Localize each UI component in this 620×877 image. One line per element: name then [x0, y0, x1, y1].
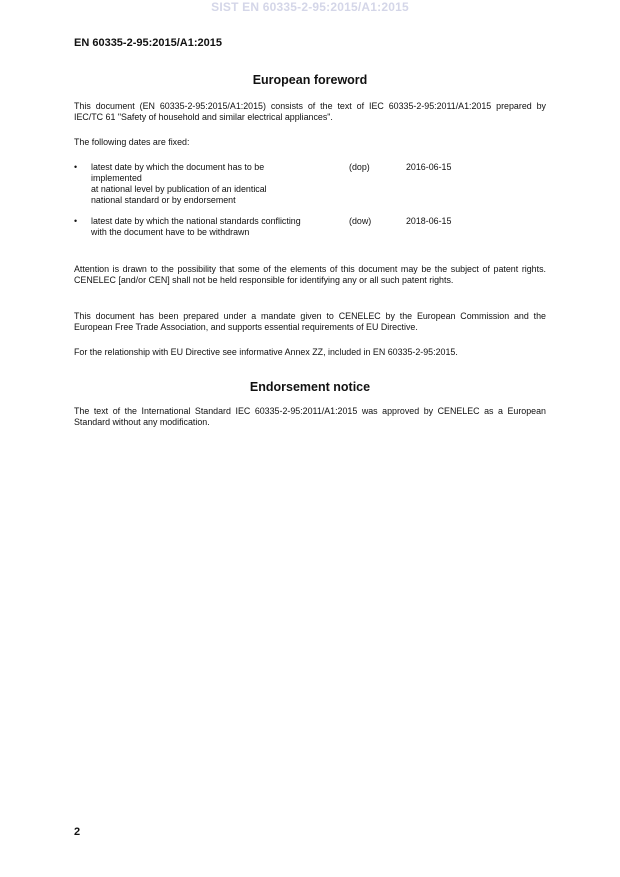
date-description-line: with the document have to be withdrawn: [91, 227, 250, 237]
date-description: [91, 216, 346, 238]
date-value: 2018-06-15: [406, 216, 452, 226]
date-description-line: at national level by publication of an identical: [91, 184, 267, 194]
relationship-paragraph: For the relationship with EU Directive see informative Annex ZZ, included in EN 60335-2-95:2015.: [74, 347, 458, 357]
date-abbreviation: (dop): [349, 162, 370, 172]
date-description: [91, 162, 346, 206]
foreword-title: European foreword: [252, 73, 368, 87]
date-description-line: latest date by which the document has to be: [91, 162, 265, 172]
foreword-intro: This document (EN 60335-2-95:2015/A1:2015) consists of the text of IEC 60335-2-95:2011/A1:2015 prepared by IEC/TC 61 "Safety of household and similar electrical appliances".: [74, 101, 546, 122]
page-number: 2: [74, 826, 81, 838]
date-description-line: latest date by which the national standards conflicting: [91, 216, 301, 226]
endorsement-text: The text of the International Standard IEC 60335-2-95:2011/A1:2015 was approved by CENELEC as a European Standard without any modification.: [74, 406, 546, 427]
bullet: •: [74, 162, 78, 172]
date-description-line: implemented: [91, 173, 142, 183]
bullet: •: [74, 216, 78, 226]
patent-paragraph: Attention is drawn to the possibility that some of the elements of this document may be the subject of patent rights. CENELEC [and/or CEN] shall not be held responsible for identifying any or all such patent rights.: [74, 264, 546, 285]
date-abbreviation: (dow): [349, 216, 372, 226]
watermark: SIST EN 60335-2-95:2015/A1:2015: [211, 0, 409, 14]
document-id: EN 60335-2-95:2015/A1:2015: [74, 37, 222, 49]
mandate-paragraph: This document has been prepared under a mandate given to CENELEC by the European Commission and the European Free Trade Association, and supports essential requirements of EU Directive.: [74, 311, 546, 332]
date-description-line: national standard or by endorsement: [91, 195, 236, 205]
dates-intro: The following dates are fixed:: [74, 137, 190, 147]
endorsement-title: Endorsement notice: [249, 380, 371, 394]
date-value: 2016-06-15: [406, 162, 452, 172]
